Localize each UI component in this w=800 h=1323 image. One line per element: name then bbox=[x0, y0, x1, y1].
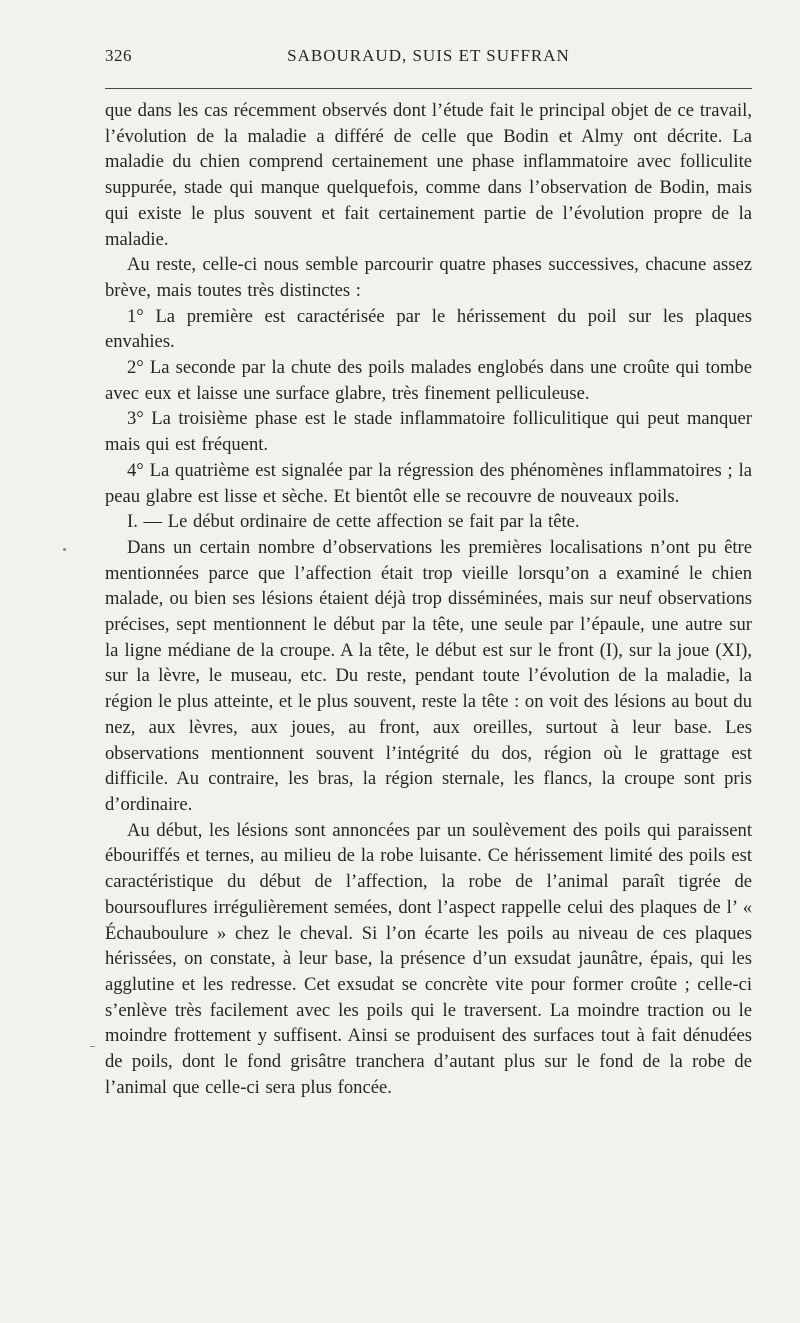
body-text bbox=[105, 98, 752, 1100]
paragraph-phase-4: 4° La quatrième est signalée par la régression des phénomènes inflammatoires ; la peau glabre est lisse et sèche. Et bientôt elle se recouvre de nouveaux poils. bbox=[105, 459, 752, 507]
page-number: 326 bbox=[105, 46, 132, 65]
running-head: SABOURAUD, SUIS ET SUFFRAN bbox=[287, 46, 570, 65]
paragraph-phase-1: 1° La première est caractérisée par le hérissement du poil sur les plaques envahies. bbox=[105, 305, 752, 353]
print-speck bbox=[63, 548, 66, 551]
header-rule bbox=[105, 88, 752, 89]
paragraph-four-phases: Au reste, celle-ci nous semble parcourir quatre phases successives, chacune assez brève, mais toutes très distinctes : bbox=[105, 254, 752, 301]
paragraph-localisations: Dans un certain nombre d’observations les premières localisations n’ont pu être mentionnées parce que l’affection était trop vieille lorsqu’on a examiné le chien malade, ou bien ses lésions étaient déjà trop disséminées, mais sur neuf observations précises, sept mentionnent le début par la tête, une seule par l’épaule, une autre sur la ligne médiane de la croupe. A la tête, le début est sur le front (I), sur la joue (XI), sur la lèvre, le museau, etc. Du reste, pendant toute l’évolution de la maladie, la région le plus atteinte, et le plus souvent, reste la tête : on voit des lésions au bout du nez, aux lèvres, aux joues, au front, aux oreilles, surtout à leur base. Les observations mentionnent souvent l’intégrité du dos, région où le grattage est difficile. Au contraire, les bras, la région sternale, les flancs, la croupe sont pris d’ordinaire. bbox=[105, 536, 752, 815]
paragraph-debut-lesions: Au début, les lésions sont annoncées par un soulèvement des poils qui paraissent ébouriffés et ternes, au milieu de la robe luisante. Ce hérissement limité des poils est caractéristique du début de l’affection, la robe de l’animal paraît tigrée de boursouflures irrégulièrement semées, dont l’aspect rappelle celui des plaques de l’ « Échauboulure » chez le cheval. Si l’on écarte les poils au niveau de ces plaques hérissées, on constate, à leur base, la présence d’un exsudat jaunâtre, épais, qui les agglutine et les redresse. Cet exsudat se concrète vite pour former croûte ; celle-ci s’enlève très facilement avec les poils qui le traversent. La moindre traction ou le moindre frottement y suffisent. Ainsi se produisent des surfaces tout à fait dénudées de poils, dont le fond grisâtre tranchera d’autant plus sur le fond de la robe de l’animal que celle-ci sera plus foncée. bbox=[105, 819, 752, 1098]
paragraph-continuation: que dans les cas récemment observés dont l’étude fait le principal objet de ce travail, l’évolution de la maladie a différé de celle que Bodin et Almy ont décrite. La maladie du chien comprend certainement une phase inflammatoire avec folliculite suppurée, stade qui manque quelquefois, comme dans l’observation de Bodin, mais qui existe le plus souvent et fait certainement partie de l’évolution propre de la maladie. bbox=[105, 100, 752, 250]
paragraph-phase-2: 2° La seconde par la chute des poils malades englobés dans une croûte qui tombe avec eux et laisse une surface glabre, très finement pelliculeuse. bbox=[105, 357, 752, 404]
page-header bbox=[105, 46, 752, 72]
paragraph-phase-3: 3° La troisième phase est le stade inflammatoire folliculitique qui peut manquer mais qui est fréquent. bbox=[105, 408, 752, 456]
section-heading-I: I. — Le début ordinaire de cette affection se fait par la tête. bbox=[127, 511, 580, 533]
print-speck bbox=[90, 1046, 95, 1047]
